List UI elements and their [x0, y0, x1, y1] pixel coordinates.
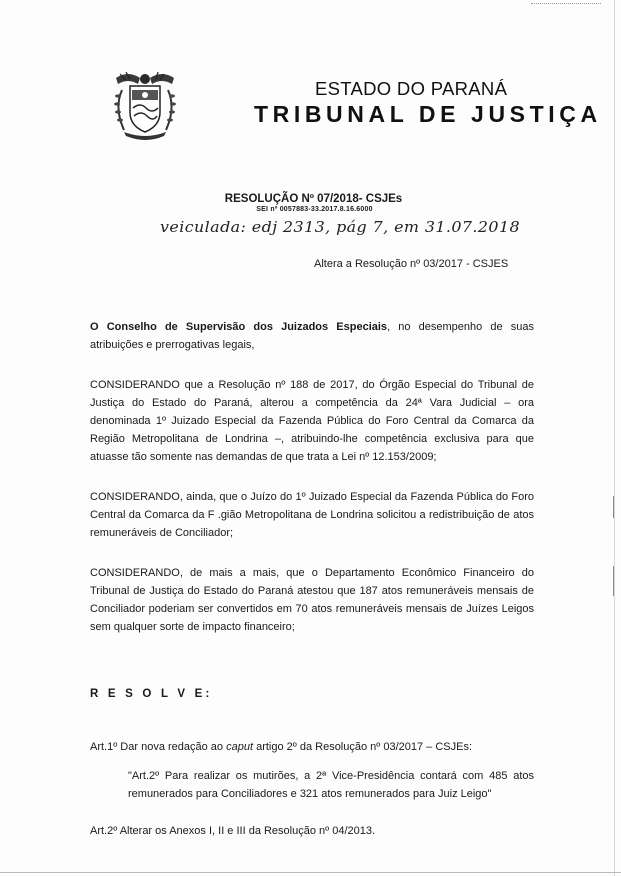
parana-coat-of-arms-icon — [110, 68, 180, 140]
court-name: TRIBUNAL DE JUSTIÇA — [254, 101, 602, 127]
resolution-title: RESOLUÇÃO Nº 07/2018- CSJEs — [224, 193, 403, 205]
page-edge — [0, 872, 621, 873]
sei-number: SEI nº 0057883-33.2017.8.16.6000 — [256, 206, 373, 213]
article-1-caput: caput — [226, 741, 254, 753]
article-2: Art.2º Alterar os Anexos I, II e III da Resolução nº 04/2013. — [90, 825, 376, 837]
state-name: ESTADO DO PARANÁ — [315, 78, 508, 99]
article-1-intro: Art.1º Dar nova redação ao — [90, 741, 227, 753]
scan-artifact — [613, 566, 614, 596]
article-1 — [90, 741, 472, 753]
article-1-quoted-text: "Art.2º Para realizar os mutirões, a 2ª Vice-Presidência contará com 485 atos remunerados para Conciliadores e 321 atos remunerados para Juiz Leigo" — [128, 770, 534, 800]
scan-artifact — [613, 496, 614, 518]
amends-line: Altera a Resolução nº 03/2017 - CSJES — [314, 258, 509, 270]
page-edge — [614, 0, 615, 876]
article-1-rest: artigo 2º da Resolução nº 03/2017 – CSJEs: — [253, 741, 473, 753]
preamble-paragraph — [90, 318, 534, 354]
handwritten-note-text: veiculada: edj 2313, pág 7, em 31.07.2018 — [160, 218, 520, 236]
handwritten-publication-note — [0, 210, 621, 246]
council-name: O Conselho de Supervisão dos Juizados Especiais — [90, 321, 388, 333]
scan-artifact — [531, 3, 601, 4]
resolve-heading: R E S O L V E: — [90, 688, 213, 700]
considerando-paragraph: CONSIDERANDO que a Resolução nº 188 de 2017, do Órgão Especial do Tribunal de Justiça do Estado do Paraná, alterou a competência da 24ª Vara Judicial – ora denominada 1º Juizado Especial da Fazenda Pública do Foro Central da Comarca da Região Metropolitana de Londrina –, atribuindo-lhe competência exclusiva para que atuasse tão somente nas demandas de que trata a Lei nº 12.153/2009; — [90, 379, 534, 463]
considerando-paragraph: CONSIDERANDO, ainda, que o Juízo do 1º Juizado Especial da Fazenda Pública do Foro Central da Comarca da F .gião Metropolitana de Londrina solicitou a redistribuição de atos remuneráveis de Conciliador; — [90, 491, 534, 539]
preamble-text: , no desempenho de suas atribuições e prerrogativas legais, — [90, 321, 535, 351]
considerando-paragraph: CONSIDERANDO, de mais a mais, que o Departamento Econômico Financeiro do Tribunal de Justiça do Estado do Paraná atestou que 187 atos remuneráveis mensais de Conciliador poderiam ser convertidos em 70 atos remuneráveis mensais de Juízes Leigos sem qualquer sorte de impacto financeiro; — [90, 567, 534, 633]
